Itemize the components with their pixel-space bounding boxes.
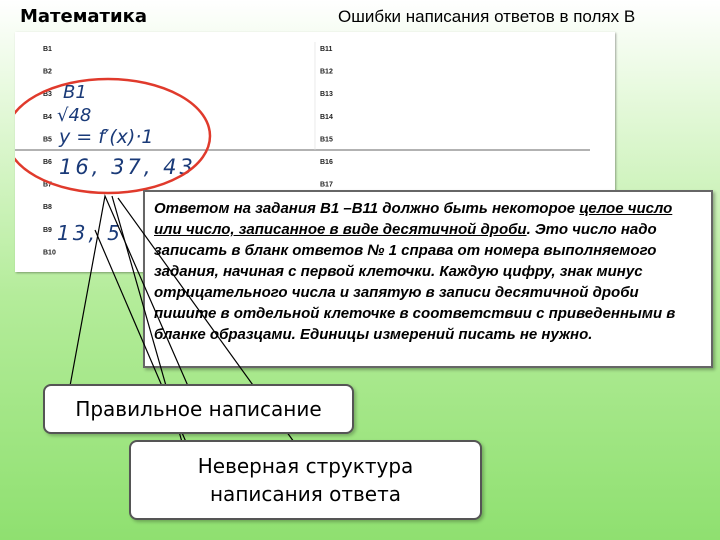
callout-wrong-line2: написания ответа: [209, 482, 401, 506]
callout-wrong-line1: Неверная структура: [197, 454, 414, 478]
subject-label: Математика: [20, 6, 147, 27]
field-label-b3: B3: [43, 91, 52, 99]
field-label-b7: B7: [43, 181, 52, 189]
field-label-b2: B2: [43, 68, 52, 76]
field-label-b14: B14: [320, 113, 333, 121]
callout-correct-label: Правильное написание: [75, 397, 322, 421]
field-label-b9: B9: [43, 226, 52, 234]
callout-wrong-structure: [129, 440, 482, 520]
field-label-b17: B17: [320, 181, 333, 189]
instruction-text-rest: . Это число надо записать в бланк ответов № 1 справа от номера выполняемого задания, начиная с первой клеточки. Каждую цифру, знак минус отрицательного числа и запятую в записи десятичной дроби пишите в отдельной клеточке в соответствии с приведенными в бланке образцами. Единицы измерений писать не нужно.: [154, 221, 676, 343]
field-label-b15: B15: [320, 136, 333, 144]
field-label-b11: B11: [320, 46, 333, 53]
field-label-b16: B16: [320, 159, 333, 166]
handwritten-b9: 13, 5: [57, 221, 123, 245]
field-label-b5: B5: [43, 136, 52, 144]
handwritten-b4: √48: [57, 105, 92, 126]
handwritten-b6: 16, 37, 43: [59, 155, 196, 179]
instruction-text-start: Ответом на задания В1 –В11 должно быть некоторое: [154, 200, 580, 217]
field-label-b10: B10: [43, 249, 56, 257]
field-label-b8: B8: [43, 204, 52, 212]
field-label-b12: B12: [320, 68, 333, 76]
callout-correct-writing: [43, 384, 354, 434]
field-label-b1: B1: [43, 46, 52, 53]
handwritten-b5: y = f′(x)·1: [59, 126, 154, 148]
instruction-box: [143, 190, 713, 368]
slide-title: Ошибки написания ответов в полях В: [338, 7, 636, 26]
handwritten-b3: В1: [63, 82, 87, 103]
field-label-b4: B4: [43, 113, 52, 121]
field-label-b6: B6: [43, 159, 52, 166]
instruction-text-underlined: целое число или число, записанное в виде десятичной дроби: [154, 200, 673, 238]
field-label-b13: B13: [320, 91, 333, 99]
